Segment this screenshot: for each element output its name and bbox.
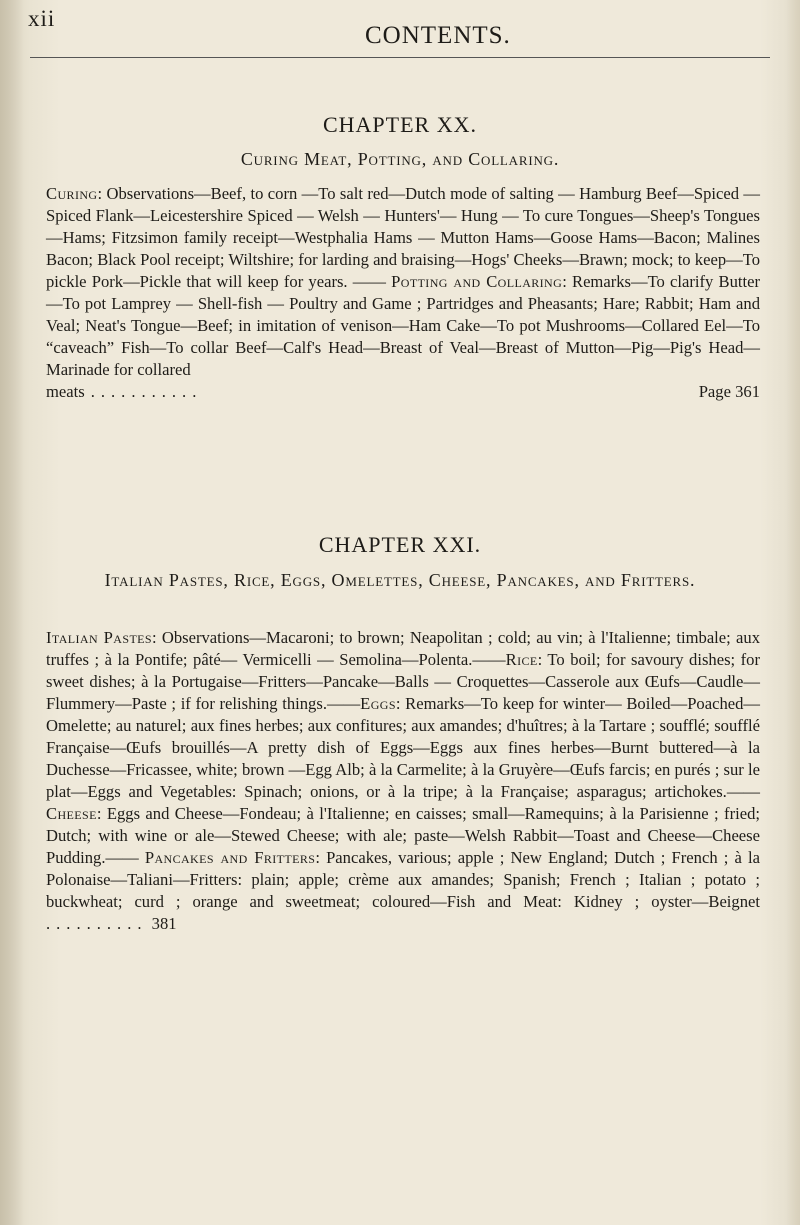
section-dash: —— xyxy=(352,272,386,291)
section-label-pancakes: Pancakes and Fritters xyxy=(144,848,316,867)
section-dash: —— xyxy=(326,694,361,713)
section-label-eggs: Eggs xyxy=(360,694,396,713)
page-edge xyxy=(786,0,800,1225)
section-text-italian-pastes: : Observations—Macaroni; to brown; Neapolitan ; cold; au vin; à l'Italienne; timbale; aux truffes ; à la Pontife; pâté— Vermicelli — Semolina—Polenta. xyxy=(46,628,760,669)
dot-leader: .......... xyxy=(46,914,148,933)
section-label-rice: Rice xyxy=(505,650,538,669)
chapter-21-title: CHAPTER XXI. xyxy=(318,532,482,557)
section-label-curing: Curing xyxy=(46,184,98,203)
binding-shadow xyxy=(0,0,24,1225)
chapter-21-contents xyxy=(46,627,760,935)
chapter-21-subtitle: Italian Pastes, Rice, Eggs, Omelettes, Cheese, Pancakes, and Fritters. xyxy=(104,570,696,590)
last-line-text: meats xyxy=(46,382,85,401)
chapter-20-contents xyxy=(46,183,760,403)
page-reference: 381 xyxy=(151,914,177,933)
chapter-20-title: CHAPTER XX. xyxy=(322,112,477,137)
running-title: CONTENTS. xyxy=(365,22,511,49)
section-label-potting: Potting and Collaring xyxy=(391,272,563,291)
page-number: xii xyxy=(28,6,56,31)
section-dash: —— xyxy=(726,782,760,801)
section-text-cheese: : Eggs and Cheese—Fondeau; à l'Italienne; en caisses; small—Ramequins; à la Parisienne ; fried; Dutch; with wine or ale—Stewed Cheese; with ale; paste—Welsh Rabbit—Toast and Cheese—Cheese Pudding. xyxy=(46,804,760,867)
section-text-rice: : To boil; for savoury dishes; for sweet dishes; à la Portugaise—Fritters—Pancake—Balls — Croquettes—Casserole aux Œufs—Caudle—Flummery—Paste ; if for relishing things. xyxy=(46,650,760,713)
section-text-curing: : Observations—Beef, to corn —To salt red—Dutch mode of salting — Hamburg Beef—Spiced — Spiced Flank—Leicestershire Spiced — Welsh — Hunters'— Hung — To cure Tongues—Sheep's Tongues—Hams; Fitzsimon family receipt—Westphalia Hams — Mutton Hams—Goose Hams—Bacon; Malines Bacon; Black Pool receipt; Wiltshire; for larding and braising—Hogs' Cheeks—Brawn; mock; to keep—To pickle Pork—Pickle that will keep for years. xyxy=(46,184,760,291)
dot-leader: ........... xyxy=(90,382,203,401)
section-label-cheese: Cheese xyxy=(46,804,97,823)
section-text-eggs: : Remarks—To keep for winter— Boiled—Poached—Omelette; au naturel; aux fines herbes; aux confitures; aux amandes; d'huîtres; à la Tartare ; soufflé; soufflé Française—Œufs brouillés—A pretty dish of Eggs—Eggs aux fines herbes—Burnt buttered—à la Duchesse—Fricassee, white; brown —Egg Alb; à la Carmelite; à la Gruyère—Œufs farcis; en purés ; sur le plat—Eggs and Vegetables: Spinach; onions, or à la tripe; à la Française; asparagus; artichokes. xyxy=(46,694,760,801)
header-rule xyxy=(30,57,770,58)
page-reference-line xyxy=(46,381,760,403)
section-label-italian-pastes: Italian Pastes xyxy=(46,628,152,647)
section-text-potting: : Remarks—To clarify Butter—To pot Lamprey — Shell-fish — Poultry and Game ; Partridges and Pheasants; Hare; Rabbit; Ham and Veal; Neat's Tongue—Beef; in imitation of venison—Ham Cake—To pot Mushrooms—Collared Eel—To “caveach” Fish—To collar Beef—Calf's Head—Breast of Veal—Breast of Mutton—Pig—Pig's Head—Marinade for collared xyxy=(46,272,760,379)
section-text-pancakes: : Pancakes, various; apple ; New England; Dutch ; French ; à la Polonaise—Taliani—Fritters: plain; apple; crème aux amandes; Spanish; French ; Italian ; potato ; buckwheat; curd ; orange and sweetmeat; coloured—Fish and Meat: Kidney ; oyster—Beignet xyxy=(46,848,761,911)
chapter-20-subtitle: Curing Meat, Potting, and Collaring. xyxy=(240,149,560,169)
section-dash: —— xyxy=(472,650,506,669)
page-reference: Page 361 xyxy=(698,382,760,401)
section-dash: —— xyxy=(105,848,139,867)
